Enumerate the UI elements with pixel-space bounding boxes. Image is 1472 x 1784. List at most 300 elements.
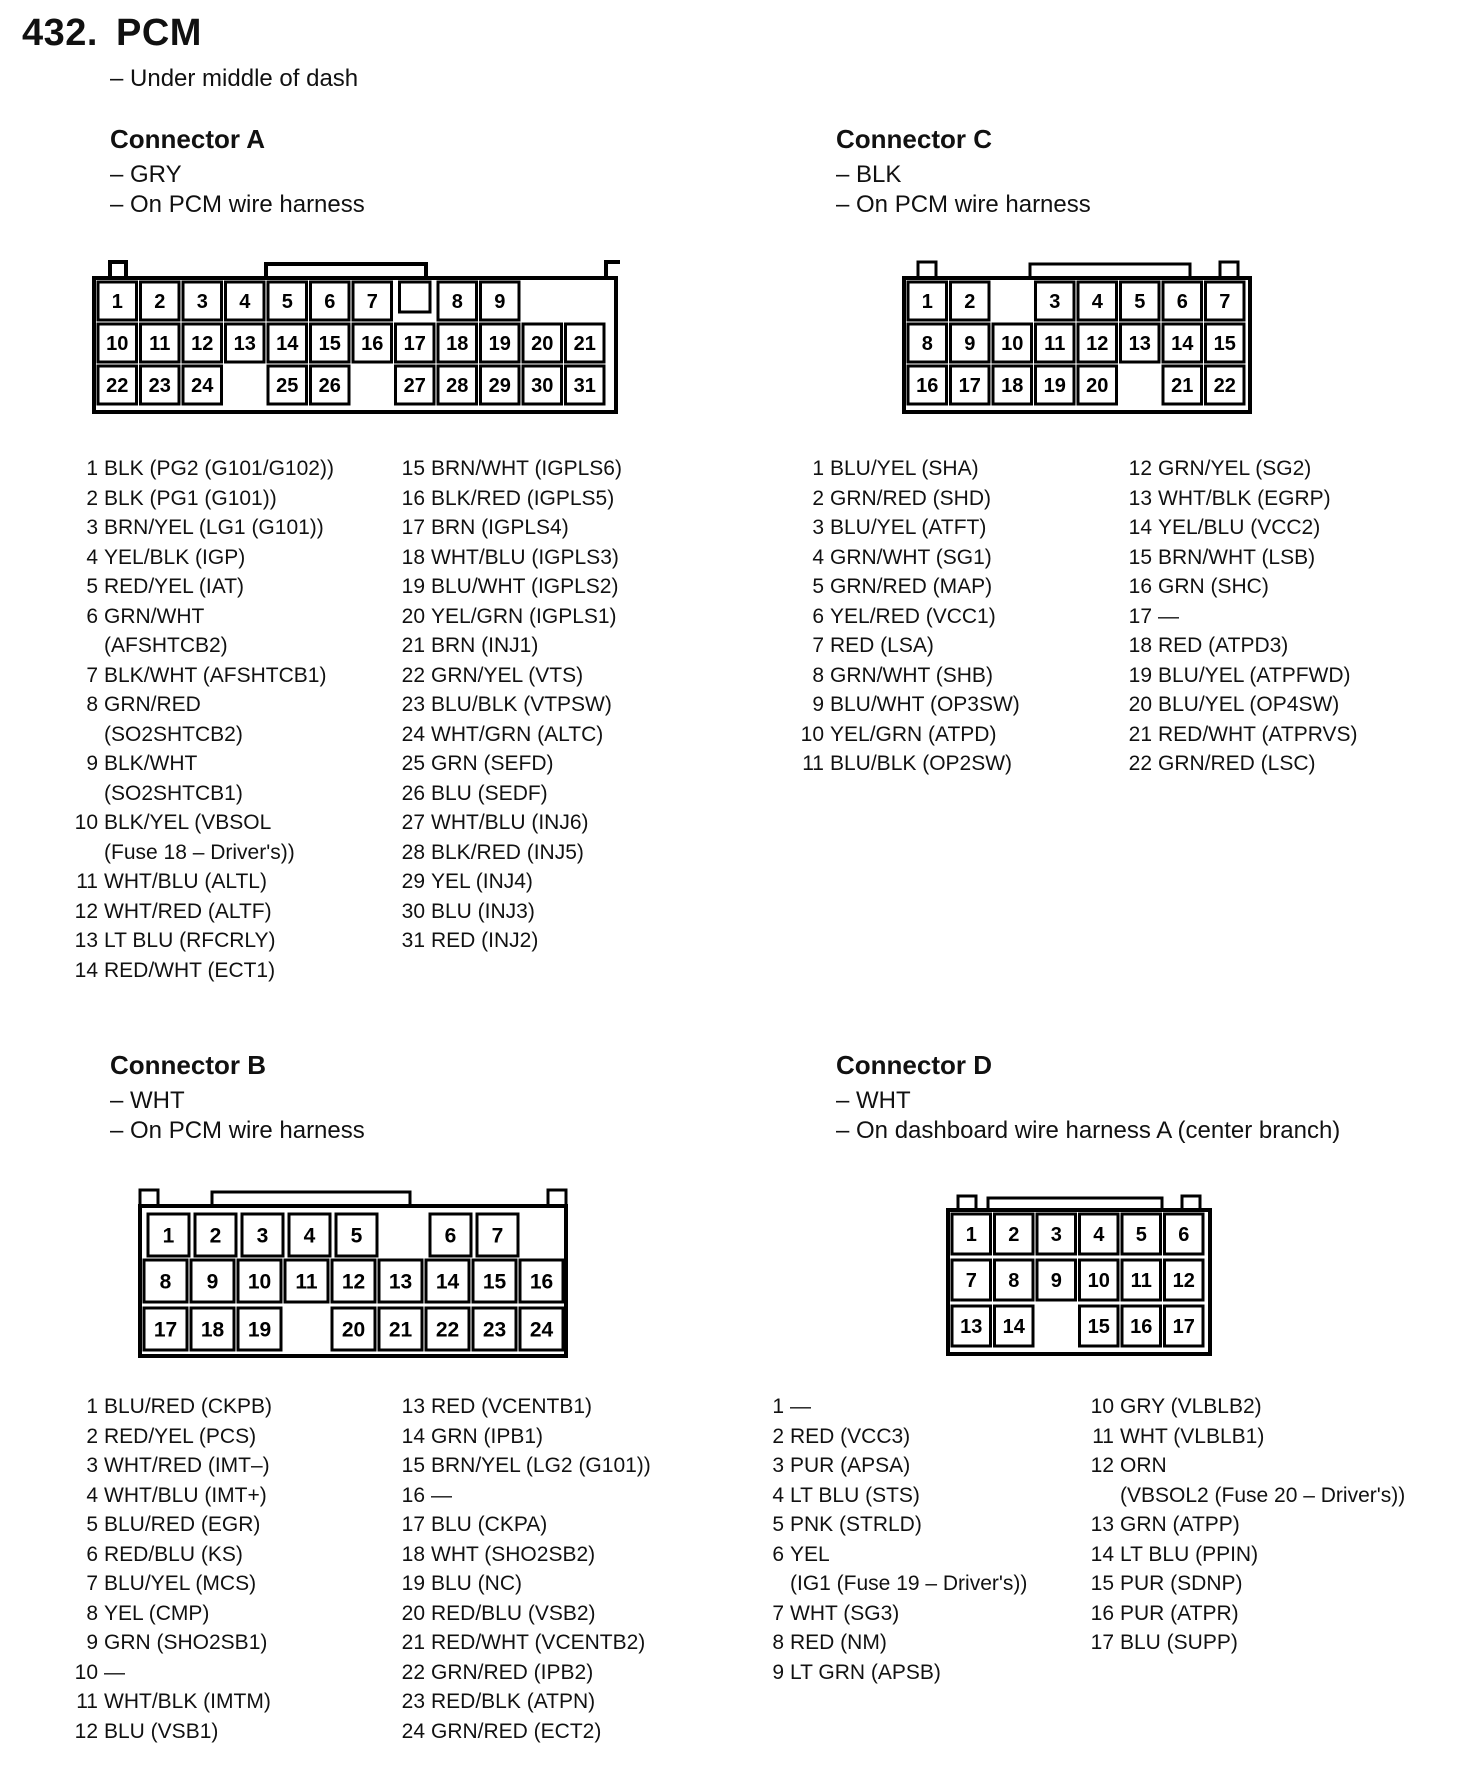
pin-number: 27 [401, 811, 425, 834]
connector-b-key-right [548, 1190, 566, 1206]
pin-number: 23 [401, 693, 425, 716]
pin-description: WHT (SG3) [790, 1601, 900, 1625]
pin-entry [1124, 631, 1358, 661]
pin-cell-label: 5 [1135, 1224, 1147, 1247]
pin-description: GRN (SHC) [1158, 575, 1269, 598]
pin-cell-label: 2 [964, 291, 976, 314]
pin-number: 24 [401, 1719, 425, 1743]
pin-entry [70, 1717, 272, 1747]
pin-description: GRN/RED (IPB2) [431, 1660, 594, 1684]
pin-entry [397, 838, 622, 868]
pin-cell-label: 22 [106, 375, 129, 398]
pin-number: 6 [86, 1542, 98, 1566]
pin-cell-label: 15 [1087, 1316, 1110, 1339]
pin-description: BLU (SUPP) [1120, 1631, 1238, 1654]
pin-number: 20 [1128, 693, 1152, 716]
connector-d-pinlist-left [756, 1392, 1027, 1687]
pin-cell-label: 4 [1091, 291, 1103, 314]
pin-description: GRN/RED (MAP) [830, 575, 993, 598]
pin-number: 3 [86, 1454, 98, 1477]
pin-entry [397, 720, 622, 750]
pin-number: 12 [1128, 457, 1152, 480]
pin-description: GRN/WHT (AFSHTCB2) [104, 604, 228, 657]
pin-number: 7 [812, 634, 824, 657]
pin-entry [756, 1422, 1027, 1452]
pin-number: 16 [401, 1483, 425, 1507]
pin-description: GRN/WHT (SHB) [830, 663, 993, 687]
pin-description: GRN/WHT (SG1) [830, 545, 992, 569]
pin-cell-label: 1 [162, 1224, 175, 1248]
pin-cell-label: 13 [960, 1316, 983, 1339]
pin-description: RED/BLU (VSB2) [431, 1601, 596, 1625]
pin-cell-label: 18 [200, 1318, 225, 1342]
pin-cell-label: 1 [921, 291, 933, 314]
pin-number: 15 [401, 1454, 425, 1477]
pin-number: 3 [86, 516, 98, 539]
pin-cell-label: 4 [239, 291, 251, 314]
pin-entry [1086, 1599, 1405, 1629]
pin-description: BRN (IGPLS4) [431, 516, 569, 539]
pin-entry [1124, 484, 1358, 514]
connector-b-pinlist-left [70, 1392, 272, 1746]
pin-entry [70, 867, 334, 897]
pin-cell-label: 28 [446, 375, 469, 398]
pin-cell-label: 14 [435, 1270, 460, 1294]
pin-number: 9 [86, 752, 98, 775]
pin-entry [756, 1599, 1027, 1629]
pin-entry [1086, 1628, 1405, 1658]
pin-description: — [1158, 604, 1179, 628]
pin-description: LT BLU (PPIN) [1120, 1542, 1259, 1566]
pin-cell-label: 9 [1050, 1270, 1062, 1293]
pin-entry [70, 543, 334, 573]
pin-number: 18 [401, 1542, 425, 1566]
pin-description: RED/WHT (VCENTB2) [431, 1631, 646, 1654]
pin-entry [397, 1599, 651, 1629]
pin-cell-label: 3 [1049, 291, 1061, 314]
pin-description: BLK/RED (INJ5) [431, 840, 584, 864]
pin-entry [1086, 1569, 1405, 1599]
pin-description: GRN (IPB1) [431, 1424, 544, 1448]
pin-cell-label: 24 [529, 1318, 554, 1342]
pin-number: 6 [86, 604, 98, 628]
connector-a-pinlist-right [397, 454, 622, 956]
pin-number: 1 [86, 1395, 98, 1418]
pin-description: — [104, 1660, 125, 1684]
pin-description: BRN/WHT (LSB) [1158, 545, 1316, 569]
pin-number: 25 [401, 752, 425, 775]
pin-description: WHT (VLBLB1) [1120, 1424, 1265, 1448]
pin-entry [796, 720, 1020, 750]
pin-entry [1086, 1451, 1405, 1510]
pin-entry [397, 543, 622, 573]
pin-description: BLU/YEL (ATPFWD) [1158, 663, 1351, 687]
pin-number: 6 [812, 604, 824, 628]
pin-cell-label: 5 [281, 291, 293, 314]
pin-entry [1124, 749, 1358, 779]
pin-description: BLK/WHT (AFSHTCB1) [104, 663, 327, 687]
pin-cell-label: 16 [916, 375, 939, 398]
pin-entry [397, 1510, 651, 1540]
pin-cell-label: 5 [350, 1224, 363, 1248]
pin-entry [796, 513, 1020, 543]
pin-description: BLK/YEL (VBSOL (Fuse 18 – Driver's)) [104, 811, 295, 864]
pin-number: 31 [401, 929, 425, 952]
pin-cell-label: 29 [488, 375, 511, 398]
pin-cell-label: 8 [1008, 1270, 1020, 1293]
pin-number: 13 [1128, 486, 1152, 510]
pin-cell-label: 6 [444, 1224, 457, 1248]
pin-cell-label: 4 [1093, 1224, 1105, 1247]
pin-cell-label: 3 [196, 291, 208, 314]
pin-description: RED/BLU (KS) [104, 1542, 243, 1566]
pin-entry [397, 1422, 651, 1452]
pin-cell-label: 21 [388, 1318, 413, 1342]
pin-description: YEL/GRN (IGPLS1) [431, 604, 617, 628]
pin-number: 17 [401, 1513, 425, 1536]
pin-number: 7 [86, 1572, 98, 1595]
pin-description: PUR (ATPR) [1120, 1601, 1239, 1625]
connector-a-title: Connector A [110, 124, 266, 154]
pin-number: 9 [86, 1631, 98, 1654]
pin-description: YEL/GRN (ATPD) [830, 722, 997, 746]
pin-cell-label: 11 [295, 1270, 318, 1294]
pin-entry [70, 1599, 272, 1629]
pin-description: GRN/RED (LSC) [1158, 752, 1316, 775]
pin-description: WHT/RED (IMT–) [104, 1454, 270, 1477]
pin-number: 3 [772, 1454, 784, 1477]
pin-cell-label: 11 [149, 333, 171, 356]
pin-number: 3 [812, 516, 824, 539]
pin-cell-label: 6 [1176, 291, 1188, 314]
pin-number: 2 [86, 486, 98, 510]
pin-description: BLU (INJ3) [431, 899, 535, 923]
connector-d-key-left [958, 1196, 976, 1210]
pin-cell-label: 15 [482, 1270, 507, 1294]
pin-number: 11 [1092, 1424, 1114, 1448]
pin-number: 10 [74, 811, 98, 834]
pin-description: GRN (ATPP) [1120, 1513, 1240, 1536]
pin-description: GRN/RED (SO2SHTCB2) [104, 693, 243, 746]
pin-description: BLU/RED (CKPB) [104, 1395, 273, 1418]
pin-description: BLU/WHT (IGPLS2) [431, 575, 619, 598]
pin-entry [70, 661, 334, 691]
pin-number: 16 [1128, 575, 1152, 598]
pin-description: PUR (SDNP) [1120, 1572, 1243, 1595]
pin-description: BRN/YEL (LG2 (G101)) [431, 1454, 651, 1477]
pin-entry [397, 926, 622, 956]
pin-entry [1086, 1392, 1405, 1422]
pin-description: WHT/GRN (ALTC) [431, 722, 604, 746]
pin-description: RED (LSA) [830, 634, 934, 657]
pin-entry [397, 513, 622, 543]
connector-c-key-left [918, 262, 936, 278]
pin-description: YEL/BLK (IGP) [104, 545, 246, 569]
pin-description: — [431, 1483, 452, 1507]
pin-cell-label: 16 [1130, 1316, 1153, 1339]
connector-a-latch [266, 264, 426, 278]
pin-entry [70, 1687, 272, 1717]
pin-cell-label: 6 [324, 291, 336, 314]
pin-number: 2 [86, 1424, 98, 1448]
pin-entry [70, 956, 334, 986]
pin-description: WHT/RED (ALTF) [104, 899, 272, 923]
pin-number: 21 [401, 634, 425, 657]
pin-entry [70, 1481, 272, 1511]
pin-number: 10 [1090, 1395, 1114, 1418]
connector-a-notch [400, 282, 431, 312]
pin-description: GRN/RED (SHD) [830, 486, 991, 510]
pin-entry [756, 1392, 1027, 1422]
pin-number: 16 [1090, 1601, 1114, 1625]
pin-description: GRN (SEFD) [431, 752, 554, 775]
connector-a-diagram [90, 258, 620, 418]
pin-entry [397, 1451, 651, 1481]
pin-entry [397, 749, 622, 779]
pin-cell-label: 7 [366, 291, 378, 314]
pin-description: WHT/BLU (IMT+) [104, 1483, 267, 1507]
pin-cell-label: 31 [573, 375, 596, 398]
pin-cell-label: 6 [1178, 1224, 1190, 1247]
pin-entry [397, 897, 622, 927]
pin-cell-label: 10 [1001, 333, 1024, 356]
pin-entry [397, 1540, 651, 1570]
connector-b-pinlist-right [397, 1392, 651, 1746]
pin-cell-label: 8 [921, 333, 933, 356]
pin-description: WHT/BLU (INJ6) [431, 811, 589, 834]
pin-entry [70, 1451, 272, 1481]
pin-number: 14 [1090, 1542, 1114, 1566]
pin-entry [756, 1510, 1027, 1540]
pin-number: 12 [74, 899, 98, 923]
pin-entry [1086, 1510, 1405, 1540]
pin-cell-label: 14 [276, 333, 299, 356]
pin-cell-label: 22 [1213, 375, 1236, 398]
pin-entry [1124, 454, 1358, 484]
pin-entry [70, 897, 334, 927]
pin-entry [756, 1451, 1027, 1481]
pin-number: 21 [401, 1631, 425, 1654]
pin-number: 13 [74, 929, 98, 952]
pin-description: ORN (VBSOL2 (Fuse 20 – Driver's)) [1120, 1454, 1406, 1507]
pin-cell-label: 27 [403, 375, 426, 398]
pin-number: 23 [401, 1690, 425, 1713]
pin-number: 26 [401, 781, 425, 805]
location-note: – Under middle of dash [110, 65, 359, 92]
pin-entry [756, 1481, 1027, 1511]
pin-cell-label: 7 [1219, 291, 1231, 314]
pin-description: RED/WHT (ATPRVS) [1158, 722, 1358, 746]
pin-description: GRN/RED (ECT2) [431, 1719, 602, 1743]
pin-number: 13 [1090, 1513, 1114, 1536]
pin-description: YEL/BLU (VCC2) [1158, 516, 1321, 539]
pin-entry [796, 484, 1020, 514]
pin-number: 4 [772, 1483, 784, 1507]
pin-entry [397, 1717, 651, 1747]
pin-number: 29 [401, 870, 425, 893]
pin-entry [796, 690, 1020, 720]
pin-entry [397, 631, 622, 661]
pin-entry [70, 1422, 272, 1452]
pin-number: 15 [1090, 1572, 1114, 1595]
pin-number: 5 [86, 575, 98, 598]
pin-description: LT BLU (STS) [790, 1483, 920, 1507]
pin-number: 10 [800, 722, 824, 746]
pin-number: 12 [74, 1719, 98, 1743]
pin-entry [70, 1628, 272, 1658]
pin-number: 2 [812, 486, 824, 510]
pin-entry [796, 572, 1020, 602]
pin-entry [70, 602, 334, 661]
pin-cell-label: 20 [341, 1318, 366, 1342]
pin-cell-label: 7 [491, 1224, 504, 1248]
pin-entry [397, 661, 622, 691]
pin-cell-label: 1 [965, 1224, 977, 1247]
pin-cell-label: 1 [111, 291, 123, 314]
pin-entry [397, 454, 622, 484]
pin-cell-label: 22 [435, 1318, 460, 1342]
pin-entry [397, 484, 622, 514]
pin-number: 11 [802, 752, 824, 775]
pin-entry [1124, 720, 1358, 750]
pin-description: WHT/BLU (IGPLS3) [431, 545, 619, 569]
pin-description: RED/WHT (ECT1) [104, 958, 276, 982]
pin-description: YEL (INJ4) [431, 870, 533, 893]
pin-entry [1124, 690, 1358, 720]
pin-number: 30 [401, 899, 425, 923]
pin-description: BRN/YEL (LG1 (G101)) [104, 516, 324, 539]
pin-cell-label: 30 [531, 375, 554, 398]
pin-number: 28 [401, 840, 425, 864]
pin-number: 8 [86, 1601, 98, 1625]
pin-entry [1086, 1540, 1405, 1570]
pin-number: 8 [86, 693, 98, 716]
pin-cell-label: 15 [318, 333, 341, 356]
pin-description: BLK (PG1 (G101)) [104, 486, 277, 510]
pin-cell-label: 23 [482, 1318, 507, 1342]
pin-cell-label: 14 [1002, 1316, 1025, 1339]
pin-description: BLK/WHT (SO2SHTCB1) [104, 752, 243, 805]
pin-entry [756, 1628, 1027, 1658]
pin-description: BLU/YEL (OP4SW) [1158, 693, 1340, 716]
pin-entry [796, 661, 1020, 691]
pin-description: RED/YEL (PCS) [104, 1424, 257, 1448]
pin-cell-label: 20 [1086, 375, 1109, 398]
pin-cell-label: 5 [1134, 291, 1146, 314]
connector-c-diagram [900, 258, 1260, 418]
pin-entry [1124, 572, 1358, 602]
pin-description: BRN/WHT (IGPLS6) [431, 457, 622, 480]
pin-number: 19 [1128, 663, 1152, 687]
pin-cell-label: 3 [256, 1224, 269, 1248]
pin-description: BLU (CKPA) [431, 1513, 548, 1536]
pin-entry [397, 1481, 651, 1511]
pin-number: 15 [401, 457, 425, 480]
pin-description: BLU/BLK (VTPSW) [431, 693, 612, 716]
pin-number: 5 [772, 1513, 784, 1536]
pin-number: 16 [401, 486, 425, 510]
pin-description: WHT/BLK (EGRP) [1158, 486, 1331, 510]
pin-number: 19 [401, 1572, 425, 1595]
pin-cell-label: 10 [247, 1270, 272, 1294]
pin-description: BLK/RED (IGPLS5) [431, 486, 615, 510]
pin-number: 7 [772, 1601, 784, 1625]
pin-entry [796, 602, 1020, 632]
pin-entry [397, 1628, 651, 1658]
pin-number: 22 [1128, 752, 1152, 775]
pin-number: 9 [772, 1660, 784, 1684]
connector-c-pinlist-right [1124, 454, 1358, 779]
pin-entry [796, 543, 1020, 573]
connector-b-key-left [140, 1190, 158, 1206]
pin-description: GRN/YEL (SG2) [1158, 457, 1312, 480]
pin-number: 8 [772, 1631, 784, 1654]
pin-cell-label: 8 [159, 1270, 172, 1294]
pin-number: 9 [812, 693, 824, 716]
connector-c-title: Connector C [836, 124, 992, 154]
pin-number: 15 [1128, 545, 1152, 569]
connector-a-color: – GRY [110, 161, 182, 188]
pin-entry [756, 1658, 1027, 1688]
pin-cell-label: 19 [1043, 375, 1066, 398]
pin-cell-label: 2 [154, 291, 166, 314]
pin-number: 7 [86, 663, 98, 687]
pin-entry [397, 690, 622, 720]
pin-entry [1124, 543, 1358, 573]
pin-cell-label: 11 [1044, 333, 1066, 356]
pin-description: GRN (SHO2SB1) [104, 1631, 268, 1654]
pin-description: YEL/RED (VCC1) [830, 604, 996, 628]
pin-entry [397, 1392, 651, 1422]
pin-description: WHT (SHO2SB2) [431, 1542, 596, 1566]
pin-number: 20 [401, 604, 425, 628]
pin-cell-label: 13 [233, 333, 256, 356]
page-number: 432. [22, 12, 98, 54]
pin-number: 4 [86, 1483, 98, 1507]
pin-description: BLU/YEL (MCS) [104, 1572, 257, 1595]
pin-entry [397, 808, 622, 838]
pin-cell-label: 12 [191, 333, 214, 356]
connector-c-latch [1030, 264, 1190, 278]
pin-number: 1 [812, 457, 824, 480]
pin-entry [397, 1658, 651, 1688]
pin-description: PUR (APSA) [790, 1454, 911, 1477]
pin-description: WHT/BLU (ALTL) [104, 870, 267, 893]
pin-number: 13 [401, 1395, 425, 1418]
connector-d-diagram [944, 1192, 1214, 1358]
pin-cell-label: 12 [341, 1270, 366, 1294]
connector-d-harness: – On dashboard wire harness A (center branch) [836, 1117, 1341, 1144]
pin-number: 5 [812, 575, 824, 598]
pin-number: 17 [1090, 1631, 1114, 1654]
connector-d-pinlist-right [1086, 1392, 1405, 1658]
pin-description: YEL (IG1 (Fuse 19 – Driver's)) [790, 1542, 1028, 1595]
pin-entry [756, 1540, 1027, 1599]
pin-description: BLU (NC) [431, 1572, 523, 1595]
pin-entry [70, 454, 334, 484]
pin-number: 4 [86, 545, 98, 569]
pin-entry [70, 808, 334, 867]
pin-entry [397, 1687, 651, 1717]
pin-number: 14 [401, 1424, 425, 1448]
pin-description: WHT/BLK (IMTM) [104, 1690, 271, 1713]
pin-cell-label: 10 [106, 333, 129, 356]
pin-description: BRN (INJ1) [431, 634, 539, 657]
pin-cell-label: 9 [964, 333, 976, 356]
pin-number: 24 [401, 722, 425, 746]
pin-cell-label: 18 [1001, 375, 1024, 398]
pin-cell-label: 17 [153, 1318, 178, 1342]
